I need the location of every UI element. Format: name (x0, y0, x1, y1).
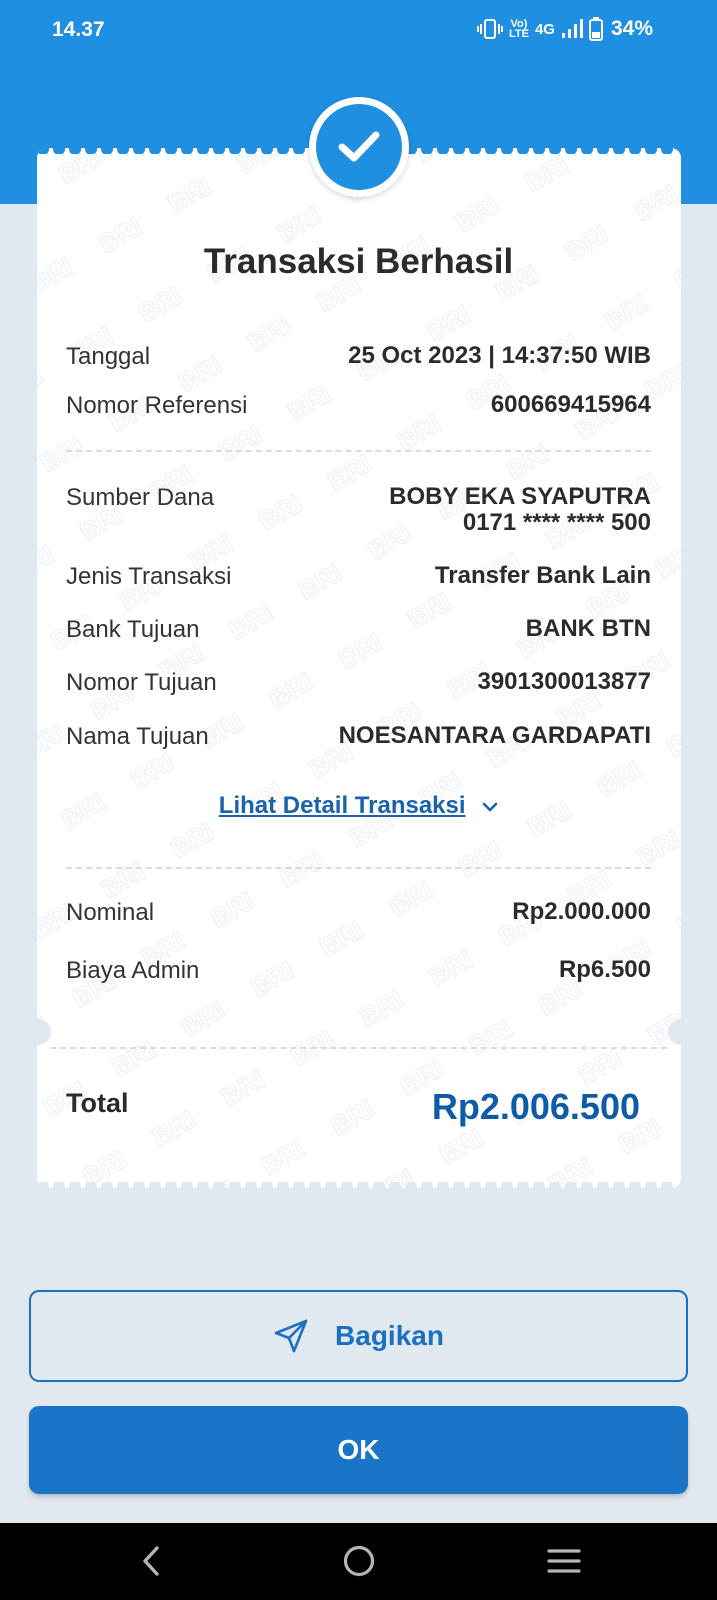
vibrate-icon (477, 18, 503, 40)
ticket-notch-right (668, 1019, 694, 1045)
battery-icon (589, 17, 603, 41)
chevron-down-icon[interactable] (482, 801, 498, 813)
share-button[interactable] (29, 1290, 688, 1382)
jenis-transaksi-value: Transfer Bank Lain (434, 562, 651, 589)
status-time: 14.37 (52, 18, 105, 41)
send-icon (273, 1318, 309, 1354)
bank-tujuan-label: Bank Tujuan (66, 616, 200, 643)
nama-tujuan-value: NOESANTARA GARDAPATI (338, 722, 651, 749)
tanggal-label: Tanggal (66, 343, 151, 370)
back-icon (140, 1545, 162, 1577)
nomor-referensi-value: 600669415964 (490, 391, 651, 418)
ok-button[interactable]: OK (29, 1406, 688, 1494)
biaya-admin-value: Rp6.500 (558, 956, 651, 983)
detail-link-label[interactable]: Lihat Detail Transaksi (218, 792, 466, 819)
success-badge (309, 97, 409, 197)
recents-icon (547, 1547, 581, 1575)
biaya-admin-label: Biaya Admin (66, 957, 200, 984)
volte-indicator (509, 19, 529, 39)
bank-tujuan-value: BANK BTN (525, 615, 651, 642)
sumber-dana-label: Sumber Dana (66, 484, 215, 511)
detail-transaksi-link[interactable] (0, 792, 717, 820)
sumber-dana-account: 0171 **** **** 500 (462, 509, 651, 536)
nomor-tujuan-label: Nomor Tujuan (66, 669, 217, 696)
divider (66, 450, 651, 452)
nominal-value: Rp2.000.000 (512, 898, 651, 925)
nav-home-button[interactable] (337, 1541, 381, 1581)
system-nav-bar (0, 1523, 717, 1600)
volte-bottom: LTE (508, 28, 529, 40)
network-type: 4G (534, 20, 555, 38)
sumber-dana-name: BOBY EKA SYAPUTRA (389, 483, 651, 510)
nominal-label: Nominal (66, 899, 155, 926)
page-title: Transaksi Berhasil (203, 242, 514, 281)
signal-icon (561, 19, 583, 39)
total-divider (50, 1047, 667, 1049)
ticket-notch-left (25, 1019, 51, 1045)
nav-recents-button[interactable] (542, 1541, 586, 1581)
status-icons (477, 17, 653, 41)
sumber-dana-value (389, 484, 651, 536)
nav-back-button[interactable] (129, 1541, 173, 1581)
nomor-tujuan-value: 3901300013877 (477, 668, 651, 695)
tanggal-value: 25 Oct 2023 | 14:37:50 WIB (348, 342, 651, 369)
battery-percent: 34% (610, 17, 653, 40)
jenis-transaksi-label: Jenis Transaksi (66, 563, 232, 590)
nama-tujuan-label: Nama Tujuan (66, 723, 209, 750)
total-value: Rp2.006.500 (431, 1086, 640, 1127)
home-icon (342, 1544, 376, 1578)
bottom-scallop-edge (37, 1182, 681, 1188)
volte-top: Vo) (510, 18, 528, 30)
total-label: Total (66, 1088, 129, 1118)
divider (66, 867, 651, 869)
nomor-referensi-label: Nomor Referensi (66, 392, 248, 419)
check-icon (337, 129, 381, 165)
status-bar (0, 0, 717, 62)
share-label: Bagikan (335, 1320, 444, 1351)
